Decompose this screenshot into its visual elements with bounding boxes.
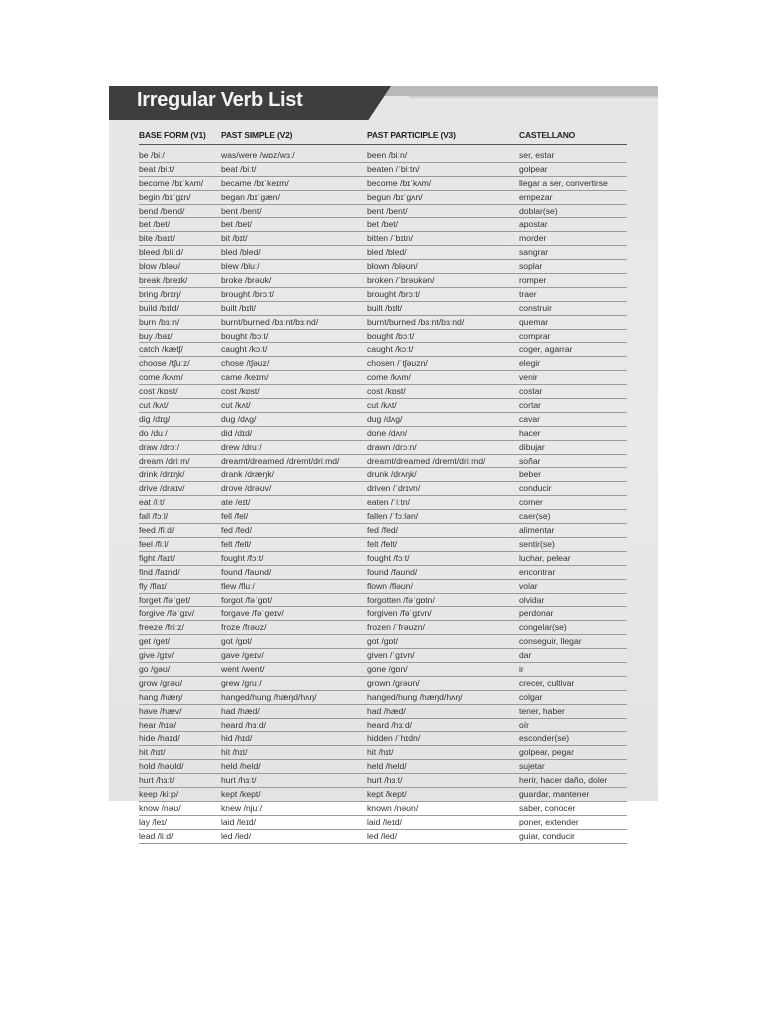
- cell-castellano: sentir(se): [519, 538, 555, 549]
- table-row: [139, 482, 627, 496]
- cell-base-form: cut /kʌt/: [139, 400, 169, 411]
- cell-castellano: cavar: [519, 413, 541, 424]
- cell-past-participle: beaten /ˈbiːtn/: [367, 163, 420, 174]
- cell-base-form: hang /hæŋ/: [139, 691, 183, 702]
- table-row: [139, 163, 627, 177]
- cell-castellano: apostar: [519, 219, 548, 230]
- cell-past-participle: burnt/burned /bɜːnt/bɜːnd/: [367, 316, 465, 327]
- cell-base-form: bring /brɪŋ/: [139, 288, 181, 299]
- cell-past-participle: fed /fed/: [367, 525, 399, 536]
- cell-castellano: alimentar: [519, 525, 555, 536]
- cell-castellano: hacer: [519, 427, 541, 438]
- cell-base-form: build /bɪld/: [139, 302, 179, 313]
- cell-castellano: comer: [519, 497, 543, 508]
- cell-base-form: know /nəʊ/: [139, 802, 181, 813]
- cell-past-simple: hanged/hung /hæŋd/hʌŋ/: [221, 691, 317, 702]
- cell-base-form: fight /faɪt/: [139, 552, 176, 563]
- cell-base-form: bend /bend/: [139, 205, 185, 216]
- cell-castellano: elegir: [519, 358, 541, 369]
- table-row: [139, 691, 627, 705]
- table-row: [139, 830, 627, 844]
- header-stripe: [377, 86, 658, 96]
- cell-castellano: ser, estar: [519, 150, 555, 160]
- cell-past-simple: hid /hɪd/: [221, 733, 253, 744]
- cell-past-simple: forgave /fəˈɡeɪv/: [221, 608, 284, 619]
- cell-past-participle: bought /bɔːt/: [367, 330, 415, 341]
- cell-base-form: fly /flaɪ/: [139, 580, 167, 591]
- table-row: [139, 510, 627, 524]
- cell-base-form: bite /baɪt/: [139, 233, 176, 244]
- table-row: [139, 566, 627, 580]
- cell-past-participle: caught /kɔːt/: [367, 344, 414, 355]
- cell-base-form: have /hæv/: [139, 705, 182, 716]
- cell-past-simple: began /bɪˈɡæn/: [221, 191, 280, 202]
- cell-castellano: morder: [519, 233, 547, 244]
- cell-past-participle: led /led/: [367, 830, 398, 841]
- cell-castellano: dar: [519, 650, 532, 661]
- cell-past-participle: bet /bet/: [367, 219, 399, 230]
- table-row: [139, 316, 627, 330]
- cell-past-simple: came /keɪm/: [221, 372, 269, 383]
- table-header: [139, 130, 627, 145]
- cell-past-participle: drawn /drɔːn/: [367, 441, 417, 452]
- cell-castellano: traer: [519, 288, 537, 299]
- cell-past-simple: bit /bɪt/: [221, 233, 248, 244]
- cell-base-form: hide /haɪd/: [139, 733, 180, 744]
- cell-past-simple: found /faʊnd/: [221, 566, 272, 577]
- cell-base-form: grow /ɡrəʊ/: [139, 677, 183, 688]
- cell-past-participle: done /dʌn/: [367, 427, 408, 438]
- cell-past-participle: dreamt/dreamed /dremt/driːmd/: [367, 455, 486, 466]
- cell-past-participle: blown /bləʊn/: [367, 261, 418, 272]
- cell-base-form: blow /bləʊ/: [139, 261, 181, 272]
- cell-past-simple: broke /brəʊk/: [221, 275, 272, 286]
- table-row: [139, 802, 627, 816]
- cell-base-form: draw /drɔː/: [139, 441, 180, 452]
- table-row: [139, 774, 627, 788]
- cell-past-participle: brought /brɔːt/: [367, 288, 421, 299]
- table-row: [139, 455, 627, 469]
- cell-castellano: soplar: [519, 261, 543, 272]
- table-row: [139, 149, 627, 163]
- cell-base-form: buy /baɪ/: [139, 330, 173, 341]
- cell-past-participle: hanged/hung /hæŋd/hʌŋ/: [367, 691, 463, 702]
- cell-base-form: drink /drɪŋk/: [139, 469, 185, 480]
- cell-castellano: venir: [519, 372, 538, 383]
- cell-past-simple: became /bɪˈkeɪm/: [221, 177, 289, 188]
- cell-past-participle: begun /bɪˈɡʌn/: [367, 191, 423, 202]
- cell-past-simple: bled /bled/: [221, 247, 261, 258]
- cell-base-form: fall /fɔːl/: [139, 511, 169, 522]
- cell-past-participle: forgiven /fəˈɡɪvn/: [367, 608, 432, 619]
- cell-base-form: give /ɡɪv/: [139, 650, 175, 661]
- cell-castellano: construir: [519, 302, 552, 313]
- table-row: [139, 330, 627, 344]
- cell-base-form: find /faɪnd/: [139, 566, 180, 577]
- cell-castellano: luchar, pelear: [519, 552, 571, 563]
- cell-past-participle: cut /kʌt/: [367, 400, 397, 411]
- cell-base-form: hear /hɪə/: [139, 719, 176, 730]
- cell-castellano: volar: [519, 580, 538, 591]
- cell-past-simple: led /led/: [221, 830, 252, 841]
- cell-past-simple: brought /brɔːt/: [221, 288, 275, 299]
- cell-base-form: hit /hɪt/: [139, 747, 166, 758]
- cell-castellano: comprar: [519, 330, 551, 341]
- cell-past-simple: caught /kɔːt/: [221, 344, 268, 355]
- cell-past-participle: bled /bled/: [367, 247, 407, 258]
- cell-past-participle: been /biːn/: [367, 150, 408, 160]
- cell-castellano: saber, conocer: [519, 802, 576, 813]
- cell-past-participle: laid /leɪd/: [367, 816, 403, 827]
- cell-past-participle: held /held/: [367, 761, 407, 772]
- table-row: [139, 441, 627, 455]
- cell-past-simple: cost /kɒst/: [221, 386, 260, 397]
- cell-past-simple: beat /biːt/: [221, 163, 257, 174]
- cell-past-participle: hit /hɪt/: [367, 747, 394, 758]
- table-row: [139, 621, 627, 635]
- cell-past-simple: heard /hɜːd/: [221, 719, 267, 730]
- table-row: [139, 663, 627, 677]
- table-row: [139, 468, 627, 482]
- cell-past-participle: become /bɪˈkʌm/: [367, 177, 432, 188]
- cell-base-form: lay /leɪ/: [139, 816, 167, 827]
- cell-base-form: drive /draɪv/: [139, 483, 185, 494]
- cell-past-simple: dreamt/dreamed /dremt/driːmd/: [221, 455, 340, 466]
- cell-castellano: ir: [519, 663, 524, 674]
- table-row: [139, 357, 627, 371]
- cell-past-participle: fought /fɔːt/: [367, 552, 410, 563]
- cell-base-form: forgive /fəˈɡɪv/: [139, 608, 195, 619]
- cell-base-form: bet /bet/: [139, 219, 171, 230]
- cell-past-simple: fed /fed/: [221, 525, 253, 536]
- cell-past-simple: ate /eɪt/: [221, 497, 251, 508]
- cell-castellano: beber: [519, 469, 541, 480]
- cell-past-simple: laid /leɪd/: [221, 816, 257, 827]
- table-row: [139, 538, 627, 552]
- cell-past-simple: drank /dræŋk/: [221, 469, 275, 480]
- table-row: [139, 218, 627, 232]
- table-row: [139, 399, 627, 413]
- header-past-simple: PAST SIMPLE (V2): [221, 130, 293, 140]
- cell-castellano: crecer, cultivar: [519, 677, 575, 688]
- table-row: [139, 302, 627, 316]
- cell-base-form: begin /bɪˈɡɪn/: [139, 191, 191, 202]
- cell-castellano: dibujar: [519, 441, 545, 452]
- cell-past-simple: bet /bet/: [221, 219, 253, 230]
- cell-past-simple: froze /frəʊz/: [221, 622, 267, 633]
- cell-past-participle: come /kʌm/: [367, 372, 411, 383]
- cell-past-participle: bitten /ˈbɪtn/: [367, 233, 414, 244]
- cell-base-form: bleed /bliːd/: [139, 247, 183, 258]
- table-row: [139, 732, 627, 746]
- cell-base-form: choose /tʃuːz/: [139, 358, 190, 369]
- cell-past-participle: broken /ˈbrəʊkən/: [367, 275, 435, 286]
- cell-past-simple: did /dɪd/: [221, 427, 253, 438]
- cell-castellano: perdonar: [519, 608, 554, 619]
- cell-past-participle: bent /bent/: [367, 205, 408, 216]
- cell-castellano: conducir: [519, 483, 552, 494]
- cell-base-form: cost /kɒst/: [139, 386, 178, 397]
- cell-past-participle: dug /dʌɡ/: [367, 413, 403, 424]
- cell-past-participle: driven /ˈdrɪvn/: [367, 483, 421, 494]
- table-row: [139, 788, 627, 802]
- cell-base-form: come /kʌm/: [139, 372, 183, 383]
- cell-past-simple: forgot /fəˈɡɒt/: [221, 594, 273, 605]
- cell-past-simple: cut /kʌt/: [221, 400, 251, 411]
- table-row: [139, 177, 627, 191]
- table-row: [139, 760, 627, 774]
- table-row: [139, 385, 627, 399]
- cell-past-simple: grew /ɡruː/: [221, 677, 262, 688]
- cell-castellano: colgar: [519, 691, 543, 702]
- cell-base-form: forget /fəˈɡet/: [139, 594, 191, 605]
- cell-past-simple: chose /tʃəʊz/: [221, 358, 270, 369]
- cell-castellano: doblar(se): [519, 205, 558, 216]
- cell-past-simple: blew /bluː/: [221, 261, 260, 272]
- cell-castellano: cortar: [519, 400, 541, 411]
- verb-list-page: [109, 86, 658, 841]
- header-base-form: BASE FORM (V1): [139, 130, 206, 140]
- cell-past-participle: drunk /drʌŋk/: [367, 469, 417, 480]
- cell-past-simple: fought /fɔːt/: [221, 552, 264, 563]
- cell-past-participle: fallen /ˈfɔːlən/: [367, 511, 419, 522]
- cell-castellano: encontrar: [519, 566, 556, 577]
- cell-castellano: golpear: [519, 163, 548, 174]
- table-row: [139, 705, 627, 719]
- cell-past-participle: kept /kept/: [367, 788, 407, 799]
- cell-castellano: llegar a ser, convertirse: [519, 177, 608, 188]
- verb-table-body: [139, 149, 627, 844]
- table-row: [139, 524, 627, 538]
- table-row: [139, 552, 627, 566]
- table-row: [139, 635, 627, 649]
- cell-castellano: romper: [519, 275, 547, 286]
- cell-past-participle: known /nəʊn/: [367, 802, 419, 813]
- cell-past-simple: felt /felt/: [221, 538, 252, 549]
- cell-castellano: tener, haber: [519, 705, 565, 716]
- table-row: [139, 232, 627, 246]
- cell-past-simple: was/were /wɒz/wɜː/: [221, 150, 295, 160]
- cell-past-participle: grown /ɡrəʊn/: [367, 677, 420, 688]
- cell-base-form: catch /kætʃ/: [139, 344, 183, 355]
- table-row: [139, 288, 627, 302]
- cell-past-participle: forgotten /fəˈɡɒtn/: [367, 594, 435, 605]
- cell-past-simple: bent /bent/: [221, 205, 262, 216]
- cell-base-form: be /biː/: [139, 150, 165, 160]
- cell-castellano: quemar: [519, 316, 549, 327]
- cell-castellano: coger, agarrar: [519, 344, 573, 355]
- cell-past-simple: knew /njuː/: [221, 802, 263, 813]
- cell-castellano: caer(se): [519, 511, 551, 522]
- cell-past-participle: found /faʊnd/: [367, 566, 418, 577]
- cell-castellano: golpear, pegar: [519, 747, 574, 758]
- cell-past-simple: held /held/: [221, 761, 261, 772]
- cell-past-participle: flown /fləʊn/: [367, 580, 413, 591]
- cell-past-participle: gone /ɡɒn/: [367, 663, 408, 674]
- cell-base-form: become /bɪˈkʌm/: [139, 177, 204, 188]
- cell-past-simple: had /hæd/: [221, 705, 260, 716]
- cell-base-form: keep /kiːp/: [139, 788, 179, 799]
- cell-past-participle: heard /hɜːd/: [367, 719, 413, 730]
- cell-castellano: poner, extender: [519, 816, 579, 827]
- table-row: [139, 191, 627, 205]
- cell-past-participle: chosen /ˈtʃəʊzn/: [367, 358, 428, 369]
- cell-base-form: do /duː/: [139, 427, 168, 438]
- table-row: [139, 816, 627, 830]
- cell-base-form: hurt /hɜːt/: [139, 775, 175, 786]
- cell-past-simple: hurt /hɜːt/: [221, 775, 257, 786]
- cell-base-form: burn /bɜːn/: [139, 316, 180, 327]
- page-title: Irregular Verb List: [137, 89, 303, 111]
- cell-past-simple: kept /kept/: [221, 788, 261, 799]
- table-row: [139, 413, 627, 427]
- cell-castellano: sujetar: [519, 761, 545, 772]
- table-row: [139, 719, 627, 733]
- table-row: [139, 260, 627, 274]
- table-row: [139, 594, 627, 608]
- table-row: [139, 746, 627, 760]
- table-row: [139, 607, 627, 621]
- table-row: [139, 427, 627, 441]
- cell-past-simple: drove /drəʊv/: [221, 483, 272, 494]
- cell-past-participle: had /hæd/: [367, 705, 406, 716]
- cell-base-form: dig /dɪɡ/: [139, 413, 171, 424]
- table-row: [139, 580, 627, 594]
- cell-past-simple: fell /fel/: [221, 511, 249, 522]
- header-castellano: CASTELLANO: [519, 130, 576, 140]
- cell-past-participle: cost /kɒst/: [367, 386, 406, 397]
- cell-castellano: empezar: [519, 191, 553, 202]
- cell-castellano: herir, hacer daño, doler: [519, 775, 608, 786]
- cell-past-simple: dug /dʌɡ/: [221, 413, 257, 424]
- cell-base-form: beat /biːt/: [139, 163, 175, 174]
- table-row: [139, 496, 627, 510]
- cell-base-form: eat /iːt/: [139, 497, 165, 508]
- cell-base-form: freeze /friːz/: [139, 622, 184, 633]
- cell-past-simple: burnt/burned /bɜːnt/bɜːnd/: [221, 316, 319, 327]
- cell-castellano: oír: [519, 719, 530, 730]
- cell-base-form: hold /həʊld/: [139, 761, 184, 772]
- cell-castellano: guiar, conducir: [519, 830, 575, 841]
- cell-castellano: soñar: [519, 455, 541, 466]
- cell-past-simple: hit /hɪt/: [221, 747, 248, 758]
- cell-past-participle: got /ɡɒt/: [367, 636, 399, 647]
- cell-past-participle: frozen /ˈfrəʊzn/: [367, 622, 425, 633]
- cell-past-simple: got /ɡɒt/: [221, 636, 253, 647]
- table-row: [139, 246, 627, 260]
- cell-past-participle: hurt /hɜːt/: [367, 775, 403, 786]
- cell-past-simple: gave /ɡeɪv/: [221, 650, 264, 661]
- cell-base-form: dream /driːm/: [139, 455, 190, 466]
- cell-base-form: get /ɡet/: [139, 636, 171, 647]
- cell-past-simple: built /bɪlt/: [221, 302, 257, 313]
- cell-castellano: sangrar: [519, 247, 549, 258]
- cell-base-form: break /breɪk/: [139, 275, 188, 286]
- table-row: [139, 205, 627, 219]
- cell-past-simple: went /went/: [221, 663, 265, 674]
- table-row: [139, 649, 627, 663]
- cell-past-simple: flew /fluː/: [221, 580, 255, 591]
- cell-past-simple: bought /bɔːt/: [221, 330, 269, 341]
- cell-past-simple: drew /druː/: [221, 441, 262, 452]
- cell-past-participle: hidden /ˈhɪdn/: [367, 733, 421, 744]
- table-row: [139, 677, 627, 691]
- cell-castellano: guardar, mantener: [519, 788, 590, 799]
- table-row: [139, 371, 627, 385]
- cell-past-participle: built /bɪlt/: [367, 302, 403, 313]
- cell-past-participle: felt /felt/: [367, 538, 398, 549]
- cell-base-form: lead /liːd/: [139, 830, 174, 841]
- cell-castellano: esconder(se): [519, 733, 570, 744]
- cell-past-participle: eaten /ˈiːtn/: [367, 497, 410, 508]
- cell-castellano: olvidar: [519, 594, 545, 605]
- header-past-participle: PAST PARTICIPLE (V3): [367, 130, 456, 140]
- cell-castellano: conseguir, llegar: [519, 636, 582, 647]
- cell-base-form: feel /fiːl/: [139, 538, 169, 549]
- cell-castellano: costar: [519, 386, 543, 397]
- cell-past-participle: given /ˈɡɪvn/: [367, 650, 415, 661]
- cell-base-form: go /ɡəʊ/: [139, 663, 171, 674]
- cell-base-form: feed /fiːd/: [139, 525, 175, 536]
- cell-castellano: congelar(se): [519, 622, 567, 633]
- table-row: [139, 343, 627, 357]
- header-stripe-line: [409, 96, 658, 98]
- table-row: [139, 274, 627, 288]
